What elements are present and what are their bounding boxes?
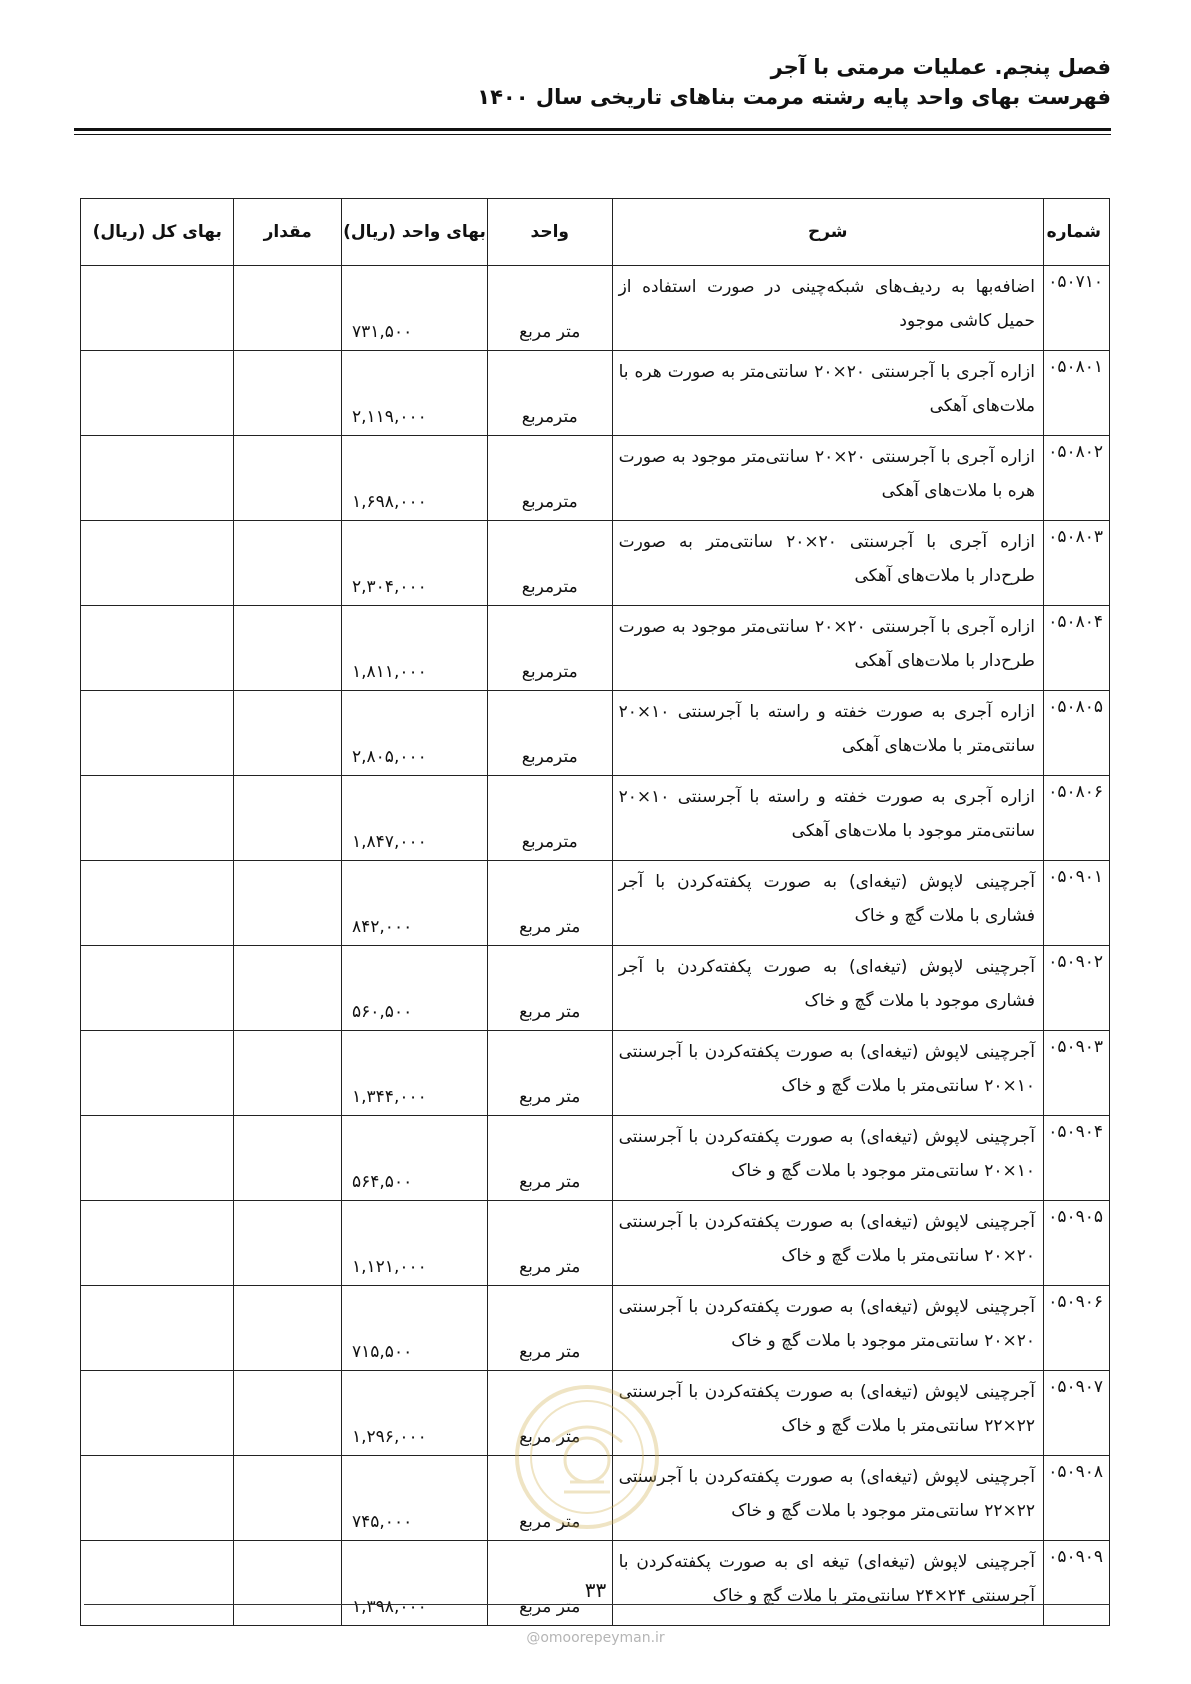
table-body [81, 266, 1110, 1626]
table-row [81, 1371, 1110, 1456]
row-unit: مترمربع [487, 521, 612, 606]
row-quantity [234, 946, 342, 1031]
row-description: آجرچینی لاپوش (تیغه‌ای) به صورت پکفته‌کردن با آجرسنتی ۱۰×۲۰ سانتی‌متر با ملات گچ و خاک [612, 1031, 1043, 1116]
row-unit: متر مربع [487, 1286, 612, 1371]
row-code: ۰۵۰۹۰۲ [1043, 946, 1109, 1031]
row-unit: متر مربع [487, 946, 612, 1031]
table-row [81, 946, 1110, 1031]
row-unit: مترمربع [487, 776, 612, 861]
row-unit-price: ۱,۳۹۸,۰۰۰ [342, 1541, 488, 1626]
price-table [80, 198, 1110, 1626]
header-rule [74, 128, 1111, 135]
row-code: ۰۵۰۹۰۷ [1043, 1371, 1109, 1456]
row-code: ۰۵۰۸۰۶ [1043, 776, 1109, 861]
row-unit-price: ۱,۸۴۷,۰۰۰ [342, 776, 488, 861]
table-row [81, 1286, 1110, 1371]
row-code: ۰۵۰۹۰۸ [1043, 1456, 1109, 1541]
row-unit-price: ۱,۸۱۱,۰۰۰ [342, 606, 488, 691]
row-total-price [81, 606, 234, 691]
table-header-row [81, 199, 1110, 266]
row-unit-price: ۵۶۰,۵۰۰ [342, 946, 488, 1031]
watermark-url: @omoorepeyman.ir [526, 1630, 665, 1646]
row-code: ۰۵۰۸۰۳ [1043, 521, 1109, 606]
row-code: ۰۵۰۹۰۵ [1043, 1201, 1109, 1286]
row-unit-price: ۷۳۱,۵۰۰ [342, 266, 488, 351]
row-description: ازاره آجری با آجرسنتی ۲۰×۲۰ سانتی‌متر موجود به صورت طرح‌دار با ملات‌های آهکی [612, 606, 1043, 691]
row-quantity [234, 1201, 342, 1286]
footer-rule [84, 1604, 1110, 1605]
row-quantity [234, 1371, 342, 1456]
row-total-price [81, 1031, 234, 1116]
column-header-total-price: بهای کل (ریال) [81, 199, 234, 266]
row-unit: متر مربع [487, 1031, 612, 1116]
row-description: ازاره آجری به صورت خفته و راسته با آجرسنتی ۱۰×۲۰ سانتی‌متر با ملات‌های آهکی [612, 691, 1043, 776]
column-header-unit-price: بهای واحد (ریال) [342, 199, 488, 266]
table-row [81, 861, 1110, 946]
row-unit-price: ۲,۳۰۴,۰۰۰ [342, 521, 488, 606]
row-description: آجرچینی لاپوش (تیغه‌ای) به صورت پکفته‌کردن با آجرسنتی ۲۲×۲۲ سانتی‌متر موجود با ملات گچ و خاک [612, 1456, 1043, 1541]
row-unit: مترمربع [487, 351, 612, 436]
row-total-price [81, 436, 234, 521]
row-unit: متر مربع [487, 1541, 612, 1626]
row-quantity [234, 436, 342, 521]
row-code: ۰۵۰۹۰۴ [1043, 1116, 1109, 1201]
row-unit: متر مربع [487, 1116, 612, 1201]
page-number: ۳۳ [584, 1578, 607, 1602]
row-code: ۰۵۰۹۰۹ [1043, 1541, 1109, 1626]
table-row [81, 1201, 1110, 1286]
row-quantity [234, 1456, 342, 1541]
row-unit: مترمربع [487, 606, 612, 691]
row-unit-price: ۱,۶۹۸,۰۰۰ [342, 436, 488, 521]
row-total-price [81, 691, 234, 776]
row-unit: متر مربع [487, 1201, 612, 1286]
row-quantity [234, 776, 342, 861]
row-total-price [81, 1456, 234, 1541]
row-code: ۰۵۰۹۰۶ [1043, 1286, 1109, 1371]
row-unit: مترمربع [487, 436, 612, 521]
row-unit-price: ۷۴۵,۰۰۰ [342, 1456, 488, 1541]
row-description: ازاره آجری با آجرسنتی ۲۰×۲۰ سانتی‌متر به صورت هره با ملات‌های آهکی [612, 351, 1043, 436]
row-description: اضافه‌بها به ردیف‌های شبکه‌چینی در صورت استفاده از حمیل کاشی موجود [612, 266, 1043, 351]
row-quantity [234, 1116, 342, 1201]
row-description: آجرچینی لاپوش (تیغه‌ای) تیغه ای به صورت پکفته‌کردن با آجرسنتی ۲۴×۲۴ سانتی‌متر با ملات گچ و خاک [612, 1541, 1043, 1626]
row-quantity [234, 691, 342, 776]
row-unit-price: ۱,۳۴۴,۰۰۰ [342, 1031, 488, 1116]
row-quantity [234, 351, 342, 436]
row-description: آجرچینی لاپوش (تیغه‌ای) به صورت پکفته‌کردن با آجرسنتی ۲۰×۲۰ سانتی‌متر با ملات گچ و خاک [612, 1201, 1043, 1286]
row-quantity [234, 1286, 342, 1371]
table-row [81, 1456, 1110, 1541]
row-code: ۰۵۰۹۰۱ [1043, 861, 1109, 946]
row-unit: متر مربع [487, 1456, 612, 1541]
row-unit-price: ۷۱۵,۵۰۰ [342, 1286, 488, 1371]
table-row [81, 1116, 1110, 1201]
row-description: آجرچینی لاپوش (تیغه‌ای) به صورت پکفته‌کردن با آجرسنتی ۲۰×۲۰ سانتی‌متر موجود با ملات گچ و خاک [612, 1286, 1043, 1371]
row-total-price [81, 946, 234, 1031]
row-code: ۰۵۰۸۰۱ [1043, 351, 1109, 436]
row-description: آجرچینی لاپوش (تیغه‌ای) به صورت پکفته‌کردن با آجر فشاری موجود با ملات گچ و خاک [612, 946, 1043, 1031]
row-unit-price: ۱,۲۹۶,۰۰۰ [342, 1371, 488, 1456]
table-row [81, 521, 1110, 606]
chapter-title: فصل پنجم. عملیات مرمتی با آجر [770, 55, 1111, 79]
row-total-price [81, 266, 234, 351]
row-code: ۰۵۰۸۰۲ [1043, 436, 1109, 521]
row-code: ۰۵۰۸۰۴ [1043, 606, 1109, 691]
row-code: ۰۵۰۹۰۳ [1043, 1031, 1109, 1116]
column-header-unit: واحد [487, 199, 612, 266]
table-row [81, 606, 1110, 691]
row-unit-price: ۲,۸۰۵,۰۰۰ [342, 691, 488, 776]
row-description: ازاره آجری به صورت خفته و راسته با آجرسنتی ۱۰×۲۰ سانتی‌متر موجود با ملات‌های آهکی [612, 776, 1043, 861]
table-row [81, 691, 1110, 776]
page-header [74, 52, 1111, 112]
row-unit-price: ۵۶۴,۵۰۰ [342, 1116, 488, 1201]
column-header-code: شماره [1043, 199, 1109, 266]
row-unit: متر مربع [487, 861, 612, 946]
row-unit: متر مربع [487, 266, 612, 351]
row-total-price [81, 1286, 234, 1371]
row-unit: مترمربع [487, 691, 612, 776]
table-row [81, 1031, 1110, 1116]
price-list-title: فهرست بهای واحد پایه رشته مرمت بناهای تاریخی سال ۱۴۰۰ [477, 85, 1111, 109]
row-description: آجرچینی لاپوش (تیغه‌ای) به صورت پکفته‌کردن با آجرسنتی ۲۲×۲۲ سانتی‌متر با ملات گچ و خاک [612, 1371, 1043, 1456]
row-unit-price: ۸۴۲,۰۰۰ [342, 861, 488, 946]
row-total-price [81, 776, 234, 861]
column-header-description: شرح [612, 199, 1043, 266]
row-quantity [234, 861, 342, 946]
row-unit: متر مربع [487, 1371, 612, 1456]
table-row [81, 436, 1110, 521]
table-row [81, 351, 1110, 436]
row-total-price [81, 1116, 234, 1201]
row-quantity [234, 1031, 342, 1116]
row-unit-price: ۱,۱۲۱,۰۰۰ [342, 1201, 488, 1286]
row-code: ۰۵۰۷۱۰ [1043, 266, 1109, 351]
row-total-price [81, 861, 234, 946]
column-header-quantity: مقدار [234, 199, 342, 266]
row-description: ازاره آجری با آجرسنتی ۲۰×۲۰ سانتی‌متر موجود به صورت هره با ملات‌های آهکی [612, 436, 1043, 521]
row-description: آجرچینی لاپوش (تیغه‌ای) به صورت پکفته‌کردن با آجر فشاری با ملات گچ و خاک [612, 861, 1043, 946]
row-description: آجرچینی لاپوش (تیغه‌ای) به صورت پکفته‌کردن با آجرسنتی ۱۰×۲۰ سانتی‌متر موجود با ملات گچ و خاک [612, 1116, 1043, 1201]
row-total-price [81, 1201, 234, 1286]
row-quantity [234, 606, 342, 691]
row-code: ۰۵۰۸۰۵ [1043, 691, 1109, 776]
row-unit-price: ۲,۱۱۹,۰۰۰ [342, 351, 488, 436]
row-quantity [234, 266, 342, 351]
row-description: ازاره آجری با آجرسنتی ۲۰×۲۰ سانتی‌متر به صورت طرح‌دار با ملات‌های آهکی [612, 521, 1043, 606]
table-row [81, 266, 1110, 351]
row-total-price [81, 1371, 234, 1456]
table-row [81, 776, 1110, 861]
row-total-price [81, 521, 234, 606]
row-total-price [81, 351, 234, 436]
row-quantity [234, 521, 342, 606]
